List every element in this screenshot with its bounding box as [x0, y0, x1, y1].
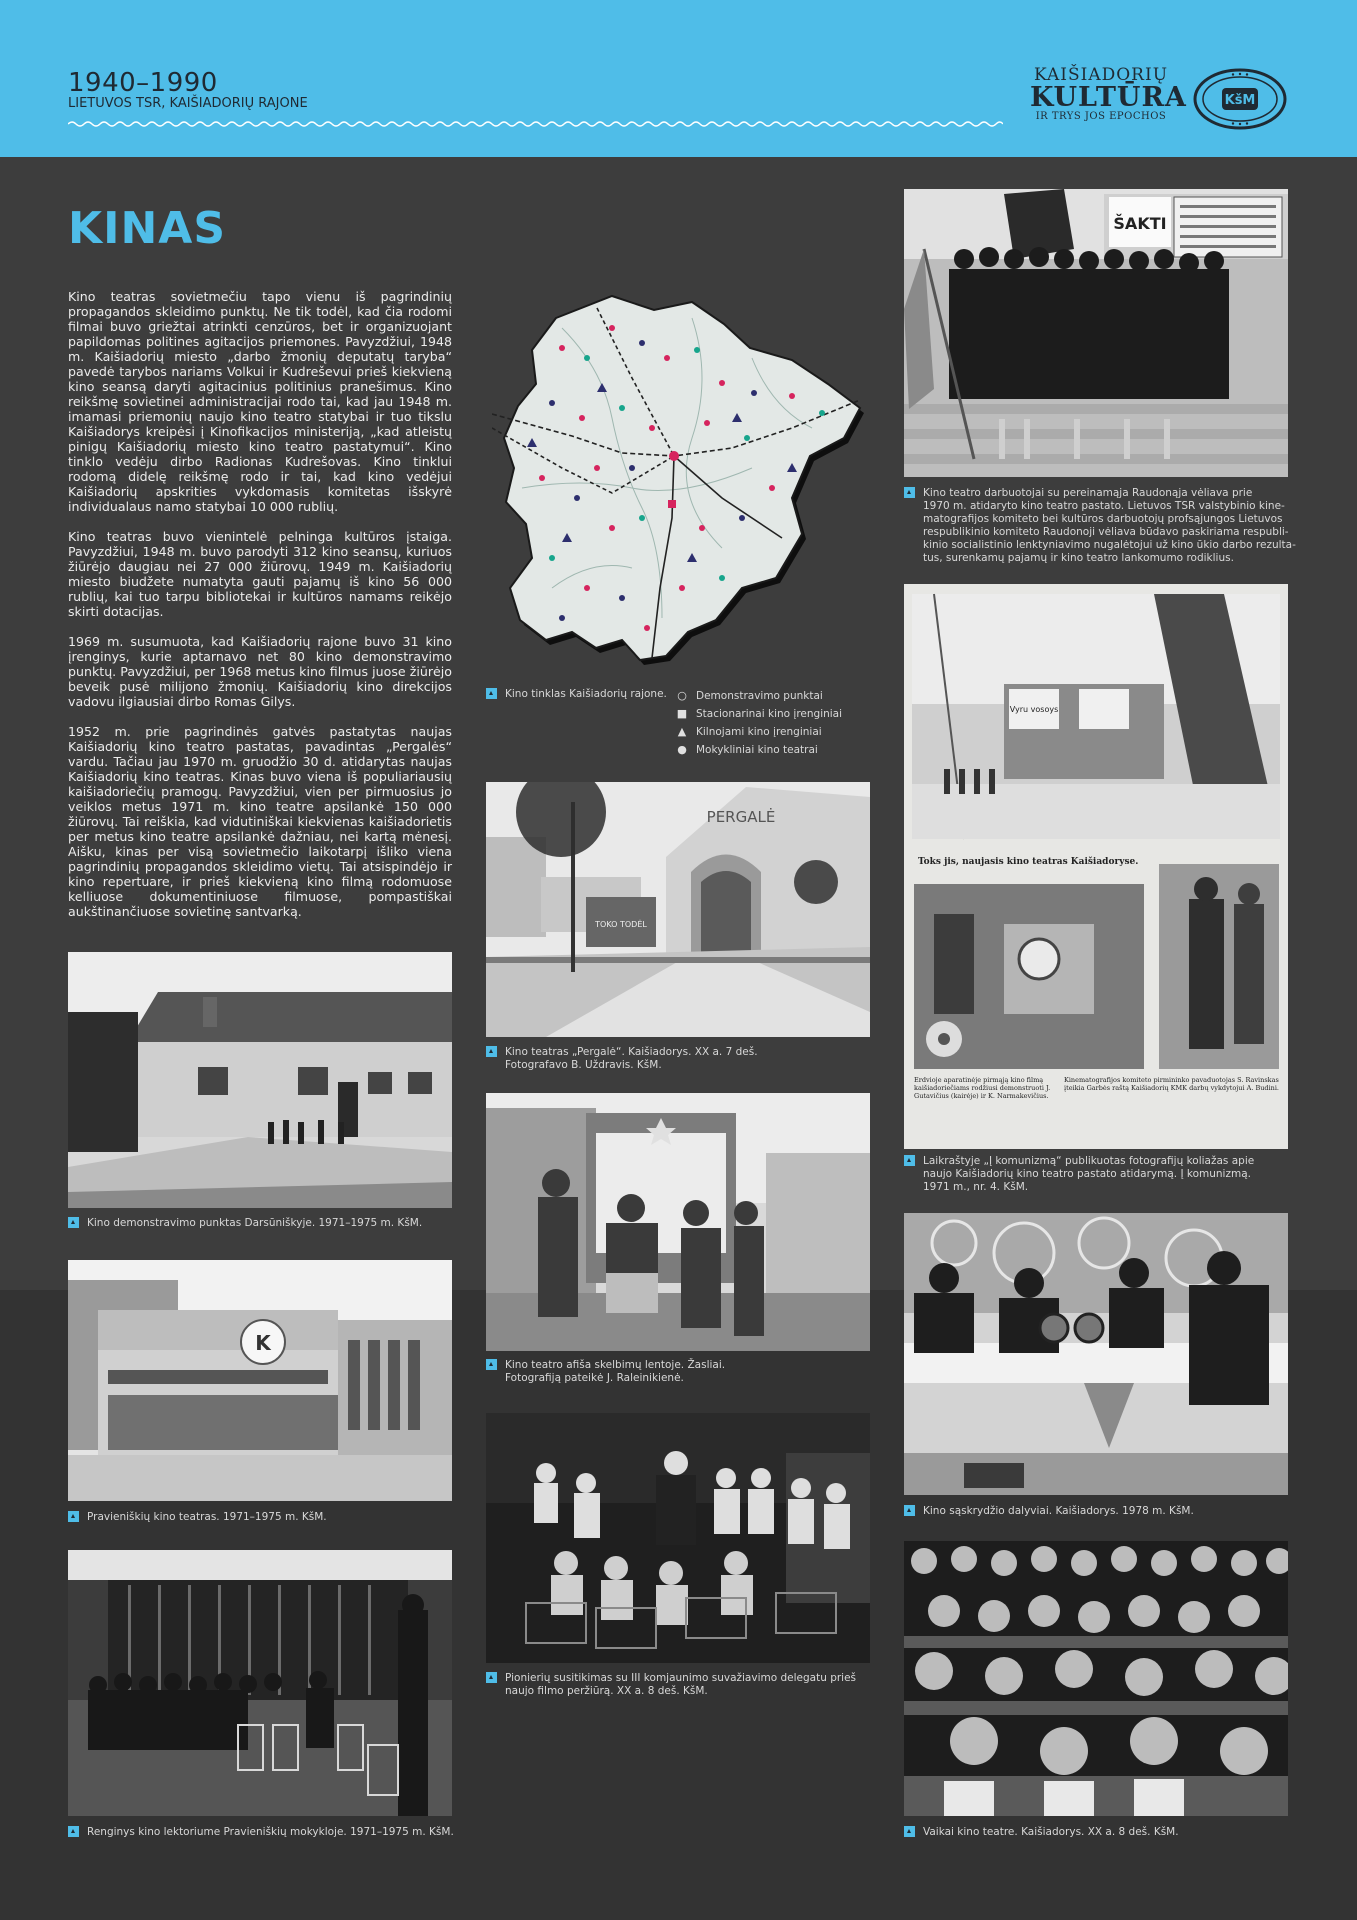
- photo-vaikai-kino-teatre: [904, 1541, 1288, 1816]
- region-subtitle: LIETUVOS TSR, KAIŠIADORIŲ RAJONE: [68, 96, 308, 111]
- photo-caption: Pravieniškių kino teatras. 1971–1975 m. KšM.: [68, 1511, 327, 1525]
- article-paragraph: Kino teatras sovietmečiu tapo vienu iš pagrindinių propagandos skleidimo punktų. Ne tik todėl, kad čia rodomi filmai buvo griežtai atrinkti cenzūros, bet ir organizuojant papildomas politines agitacijos priemones. Pavyzdžiui, 1948 m. Kaišiadorių miesto „darbo žmonių deputatų taryba“ pavedė tarybos nariams Volkui ir Kudreševui prieš kiekvieną kino seansą daryti agitacinius politinius pranešimus. Kino reikšmę sovietinei administracijai rodo tai, kad jau 1948 m. imamasi priemonių naujo kino teatro statybai ir tuo tikslu Kaišiadorys kreipėsi į Kinofikacijos ministeriją, „kad atleistų pinigų Kaišiadorių miesto kino teatro pastatymui“. Kino tinklo vedėju dirbo Radionas Kudrešovas. Kino tinklui rodomą didelę reikšmę rodo ir tai, kad kino vedėjui Kaišiadorių apskrities vykdomasis komitetas išskyrė individualaus namo statybai 10 000 rublių.: [68, 289, 452, 514]
- photo-darsuniskis: [68, 952, 452, 1208]
- seal-text: KšM: [1224, 93, 1256, 108]
- photo-caption: Kino sąskrydžio dalyviai. Kaišiadorys. 1978 m. KšM.: [904, 1505, 1194, 1519]
- newspaper-headline: Toks jis, naujasis kino teatras Kaišiadoryse.: [918, 857, 1139, 867]
- caption-marker-icon: [486, 688, 497, 699]
- photo-pionieriai: [486, 1413, 870, 1663]
- photo-caption: Kino demonstravimo punktas Darsūniškyje. 1971–1975 m. KšM.: [68, 1217, 422, 1231]
- caption-marker-icon: [486, 1359, 497, 1370]
- caption-marker-icon: [904, 1155, 915, 1166]
- brand-logo: [1030, 65, 1187, 123]
- map-caption: Kino tinklas Kaišiadorių rajone.: [486, 688, 667, 702]
- theatre-sign-letter: K: [255, 1331, 271, 1355]
- newspaper-caption-left: Erdvioje aparatinėje pirmąją kino filmą kaišiadoriečiams rodžiusi demonstruoti J. Gutavičius (kairėje) ir K. Narmakevičius.: [914, 1076, 1051, 1100]
- legend-item: ■ Stacionarinai kino įrenginiai: [676, 705, 842, 723]
- photo-pravieniskiu-teatras: [68, 1260, 452, 1501]
- photo-caption: Pionierių susitikimas su III komjaunimo suvažiavimo delegatu prieš naujo filmo peržiūrą. XX a. 8 deš. KšM.: [486, 1672, 856, 1698]
- legend-symbol: ▲: [677, 725, 687, 738]
- legend-item: ● Mokykliniai kino teatrai: [676, 741, 842, 759]
- legend-item: ▲ Kilnojami kino įrenginiai: [676, 723, 842, 741]
- legend-symbol: ○: [677, 689, 687, 702]
- photo-renginys-lektoriume: [68, 1550, 452, 1816]
- caption-marker-icon: [68, 1826, 79, 1837]
- newspaper-sign: Vyru vosoys: [1009, 705, 1059, 714]
- photo-afisa-zasliai: [486, 1093, 870, 1351]
- legend-symbol: ●: [677, 743, 687, 756]
- brand-line-3: IR TRYS JOS EPOCHOS: [1035, 111, 1167, 122]
- photo-kino-saskrydis: [904, 1213, 1288, 1495]
- photo-pergale-teatras: [486, 782, 870, 1037]
- legend-symbol: ■: [676, 707, 688, 720]
- article-paragraph: Kino teatras buvo vienintelė pelninga kultūros įstaiga. Pavyzdžiui, 1948 m. buvo parodyti 312 kino seansų, kuriuos žiūrėjo daugiau nei 27 000 žiūrovų. 1949 m. Kaišiadorių miesto biudžete numatyta gauti pajamų iš kino 56 000 rublių, kai tuo tarpu bibliotekai ir kultūros namams reikėjo skirti dotacijas.: [68, 529, 452, 619]
- photo-caption: Laikraštyje „Į komunizmą“ publikuotas fotografijų koliažas apie naujo Kaišiadorių kino teatro pastato atidarymą. Į komunizmą. 1971 m., nr. 4. KšM.: [904, 1155, 1254, 1194]
- caption-marker-icon: [68, 1511, 79, 1522]
- cinema-network-map: [492, 288, 867, 668]
- photo-caption: Kino teatro darbuotojai su pereinamąja Raudonąja vėliava prie 1970 m. atidaryto kino teatro pastato. Lietuvos TSR valstybinio kine- matografijos komiteto bei kultūros darbuotojų profsąjungos Lietuvos respublikinio komiteto Raudonoji vėliava būdavo paskiriama respubli- kinio socialistinio lenktyniavimo nugalėtojui už kino ūkio darbo rezulta- tus, surenkamų pajamų ir kino teatro lankomumo rodiklius.: [904, 487, 1296, 565]
- article-body: [68, 289, 452, 934]
- caption-marker-icon: [68, 1217, 79, 1228]
- section-title: KINAS: [68, 203, 227, 254]
- newspaper-caption-right: Kinematografijos komiteto pirmininko pavaduotojas S. Ravinskas įteikia Garbės raštą Kaišiadorių KMK darbų vykdytojui A. Budini.: [1064, 1076, 1279, 1092]
- brand-line-1: KAIŠIADORIŲ: [1033, 65, 1169, 85]
- poster-text: ŠAKTI: [1113, 214, 1167, 233]
- caption-marker-icon: [904, 487, 915, 498]
- caption-marker-icon: [486, 1672, 497, 1683]
- period-title: 1940–1990: [68, 68, 218, 98]
- legend-item: ○ Demonstravimo punktai: [676, 687, 842, 705]
- photo-caption: Kino teatras „Pergalė“. Kaišiadorys. XX a. 7 deš. Fotografavo B. Uždravis. KšM.: [486, 1046, 758, 1072]
- article-paragraph: 1969 m. susumuota, kad Kaišiadorių rajone buvo 31 kino įrenginys, kurie aptarnavo net 80 kino demonstravimo punktų. Pavyzdžiui, per 1968 metus kino filmus juose žiūrėjo beveik pusė milijono žmonių. Kaišiadorių kino direkcijos vadovu ilgiausiai dirbo Romas Gilys.: [68, 634, 452, 709]
- article-paragraph: 1952 m. prie pagrindinės gatvės pastatytas naujas Kaišiadorių kino teatro pastatas, pavadintas „Pergalės“ vardu. Tačiau jau 1970 m. gruodžio 30 d. atidarytas naujas Kaišiadorių kino teatras. Kinas buvo viena iš populiariausių kaišiadoriečių pramogų. Pavyzdžiui, vien per pirmuosius jo veiklos metus 1971 m. kino teatre apsilankė 150 000 žiūrovų. Tai reiškia, kad vidutiniškai kiekvienas kaišiadorietis per metus kino teatre apsilankė dažniau, nei kartą mėnesį. Aišku, kinas per visą sovietmečio laikotarpį išliko viena pagrindinių propagandos skleidimo vietų. Tai atsispindėjo ir kino repertuare, ir prieš kiekvieną kino filmą rodomuose kelliuose dokumentiniuose filmuose, pompastiškai aukštinančiuose sovietinę santvarką.: [68, 724, 452, 919]
- brand-line-2: KULTŪRA: [1030, 82, 1187, 113]
- photo-caption: Renginys kino lektoriume Pravieniškių mokykloje. 1971–1975 m. KšM.: [68, 1826, 454, 1840]
- map-legend: [676, 687, 842, 759]
- header-band: [0, 0, 1357, 157]
- photo-laikrastis-koliazas: [904, 584, 1288, 1149]
- wave-divider: [68, 118, 1003, 130]
- pergale-board: TOKO TODĖL: [595, 920, 647, 929]
- caption-marker-icon: [904, 1505, 915, 1516]
- caption-marker-icon: [486, 1046, 497, 1057]
- photo-darbuotojai-veliava: [904, 189, 1288, 477]
- photo-caption: Vaikai kino teatre. Kaišiadorys. XX a. 8 deš. KšM.: [904, 1826, 1179, 1840]
- museum-seal-icon: [1193, 68, 1287, 130]
- pergale-sign: PERGALĖ: [706, 808, 776, 826]
- caption-marker-icon: [904, 1826, 915, 1837]
- photo-caption: Kino teatro afiša skelbimų lentoje. Žasliai. Fotografiją pateikė J. Raleinikienė.: [486, 1359, 725, 1385]
